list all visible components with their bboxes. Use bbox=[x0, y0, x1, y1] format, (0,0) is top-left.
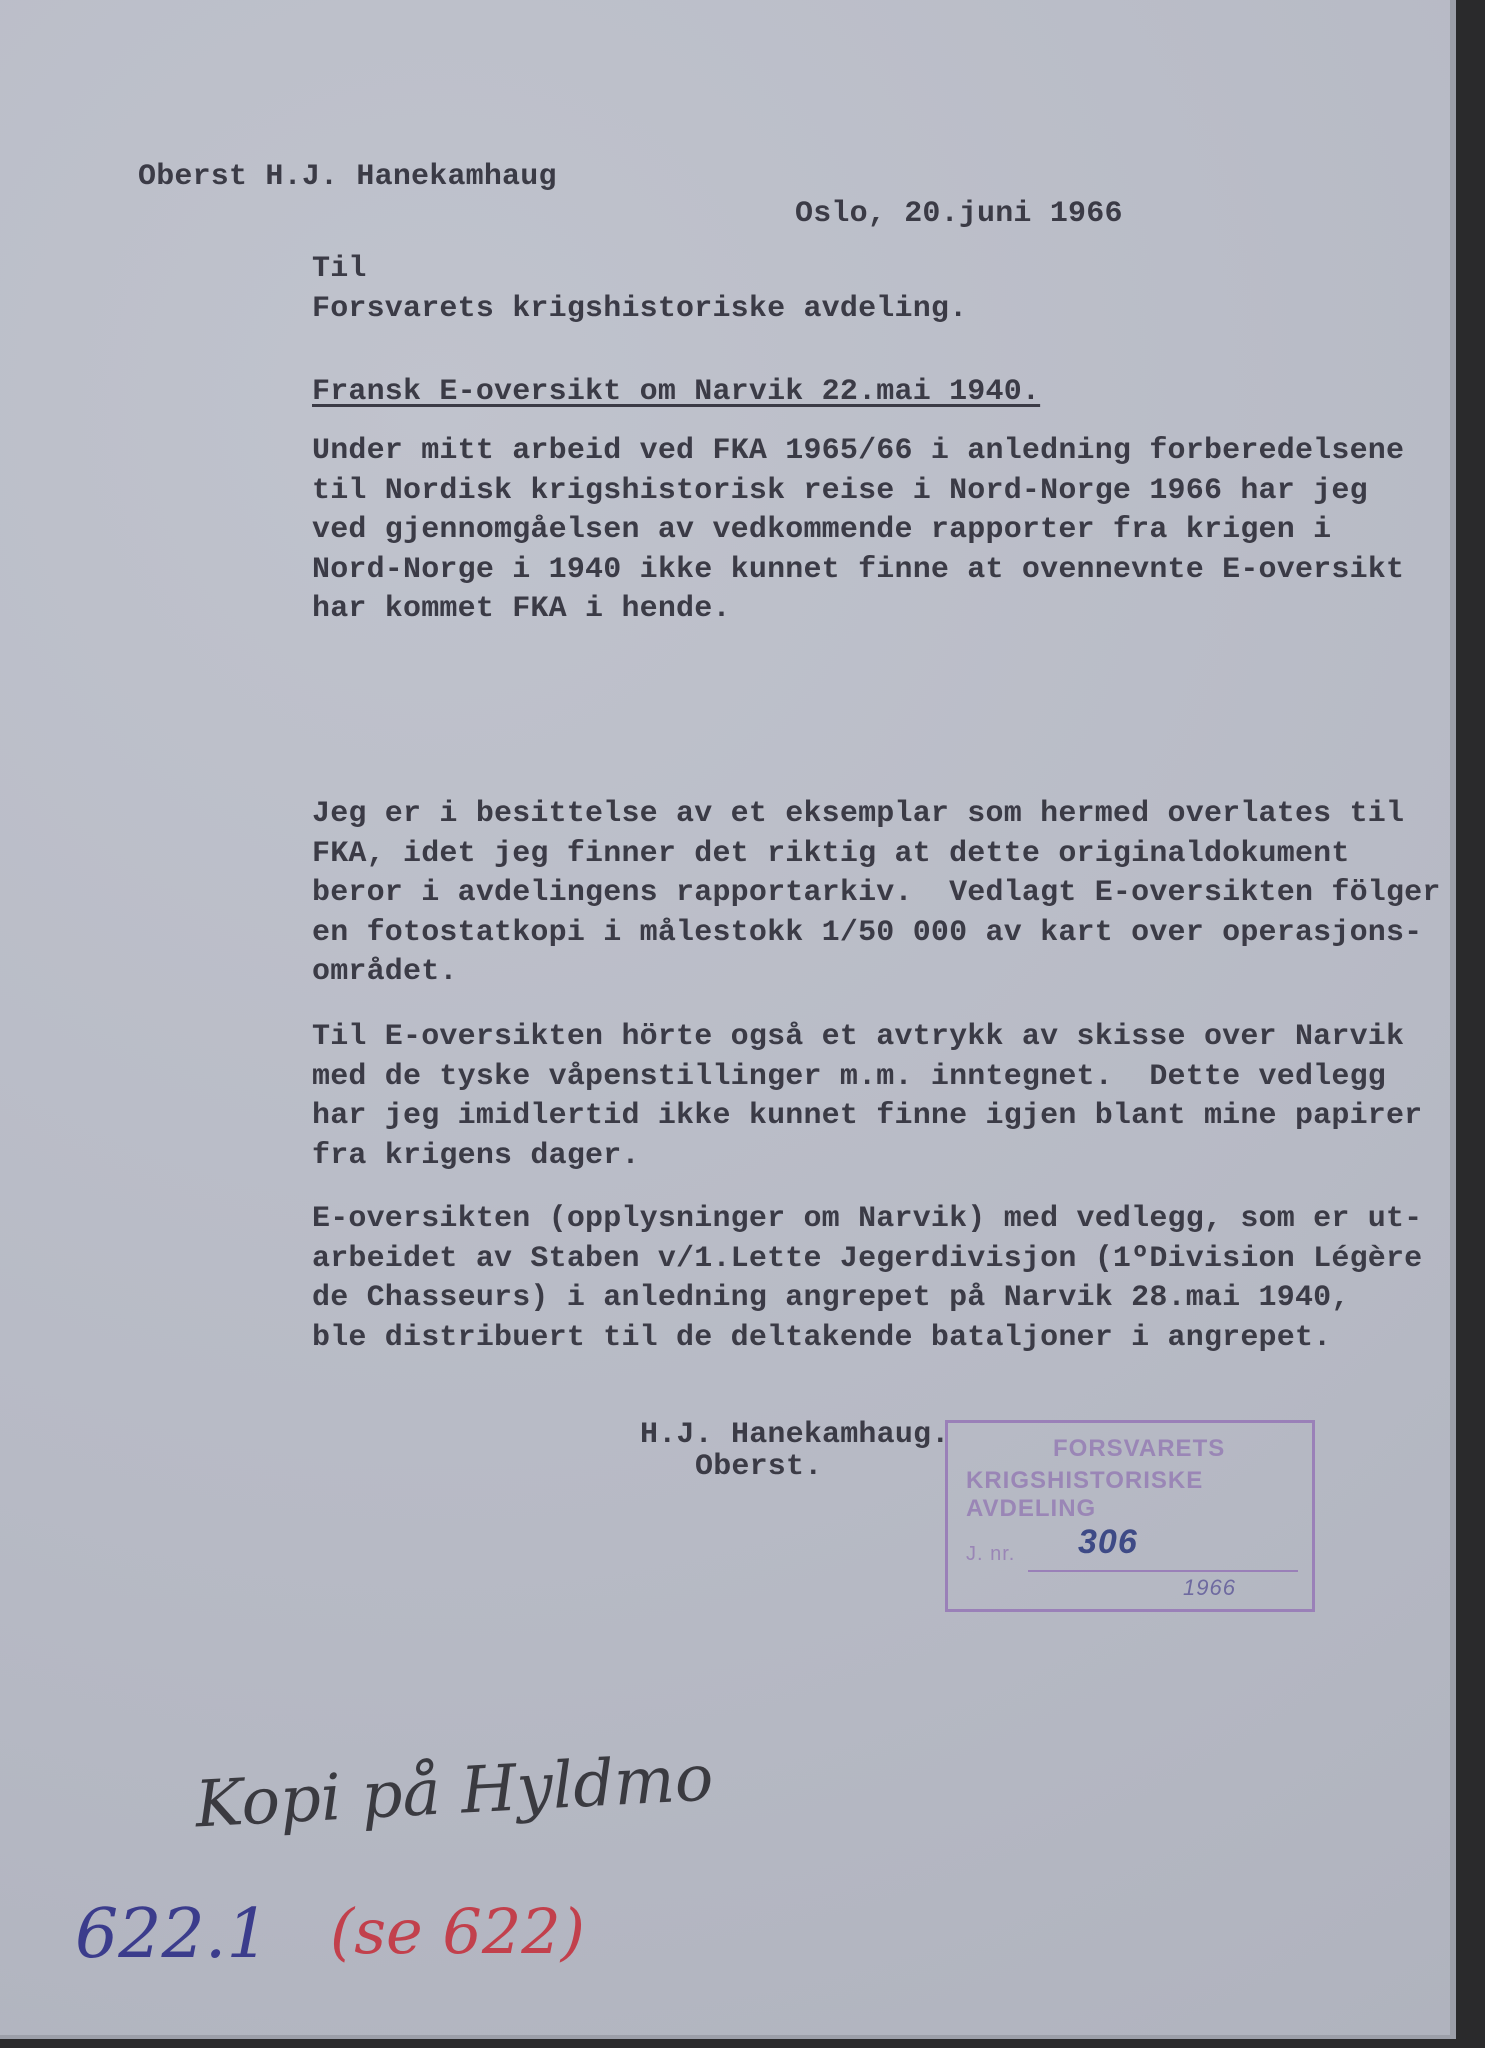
paragraph-2 bbox=[312, 795, 1441, 993]
text-line: ved gjennomgåelsen av vedkommende rapporter fra krigen i bbox=[312, 513, 1332, 547]
text-line: arbeidet av Staben v/1.Lette Jegerdivisjon (1ºDivision Légère bbox=[312, 1241, 1423, 1276]
handwritten-note: Kopi på Hyldmo bbox=[193, 1741, 716, 1843]
archive-stamp bbox=[945, 1420, 1315, 1612]
signature-title: Oberst. bbox=[695, 1450, 823, 1484]
text-line: Nord-Norge i 1940 ikke kunnet finne at ovennevnte E-oversikt bbox=[312, 552, 1405, 587]
text-line: har kommet FKA i hende. bbox=[312, 592, 731, 626]
text-line: beror i avdelingens rapportarkiv. Vedlagt E-oversikten fölger bbox=[312, 876, 1441, 910]
text-line: har jeg imidlertid ikke kunnet finne igjen blant mine papirer bbox=[312, 1099, 1423, 1133]
text-line: FKA, idet jeg finner det riktig at dette originaldokument bbox=[312, 836, 1350, 871]
signature-name: H.J. Hanekamhaug. bbox=[640, 1418, 950, 1452]
text-line: E-oversikten (opplysninger om Narvik) med vedlegg, som er ut- bbox=[312, 1202, 1423, 1236]
text-line: fra krigens dager. bbox=[312, 1138, 640, 1173]
recipient-line-1: Til bbox=[312, 252, 367, 286]
stamp-line-1: FORSVARETS bbox=[1053, 1435, 1226, 1462]
stamp-line-2: KRIGSHISTORISKE AVDELING bbox=[966, 1467, 1204, 1522]
text-line: de Chasseurs) i anledning angrepet på Narvik 28.mai 1940, bbox=[312, 1281, 1350, 1315]
paragraph-3 bbox=[312, 1018, 1422, 1176]
text-line: Til E-oversikten hörte også et avtrykk av skisse over Narvik bbox=[312, 1020, 1405, 1054]
text-line: en fotostatkopi i målestokk 1/50 000 av kart over operasjons- bbox=[312, 915, 1423, 950]
text-line: Jeg er i besittelse av et eksemplar som hermed overlates til bbox=[312, 797, 1405, 831]
text-line: til Nordisk krigshistorisk reise i Nord-Norge 1966 har jeg bbox=[312, 473, 1368, 508]
text-line: ble distribuert til de deltakende bataljoner i angrepet. bbox=[312, 1320, 1332, 1355]
text-line: Under mitt arbeid ved FKA 1965/66 i anledning forberedelsene bbox=[312, 434, 1405, 468]
stamp-jnr-label: J. nr. bbox=[966, 1543, 1016, 1565]
paragraph-1 bbox=[312, 432, 1404, 630]
stamp-jnr: 306 bbox=[1078, 1523, 1138, 1561]
subject: Fransk E-oversikt om Narvik 22.mai 1940. bbox=[312, 375, 1041, 409]
stamp-year: 1966 bbox=[1183, 1575, 1236, 1600]
handwritten-ref-2: (se 622) bbox=[330, 1895, 585, 1968]
handwritten-ref: 622.1 bbox=[75, 1895, 270, 1974]
text-line: området. bbox=[312, 955, 458, 989]
recipient-line-2: Forsvarets krigshistoriske avdeling. bbox=[312, 292, 968, 326]
text-line: med de tyske våpenstillinger m.m. inntegnet. Dette vedlegg bbox=[312, 1059, 1386, 1094]
sender: Oberst H.J. Hanekamhaug bbox=[138, 160, 557, 194]
date: Oslo, 20.juni 1966 bbox=[795, 197, 1123, 231]
paragraph-4 bbox=[312, 1200, 1422, 1358]
